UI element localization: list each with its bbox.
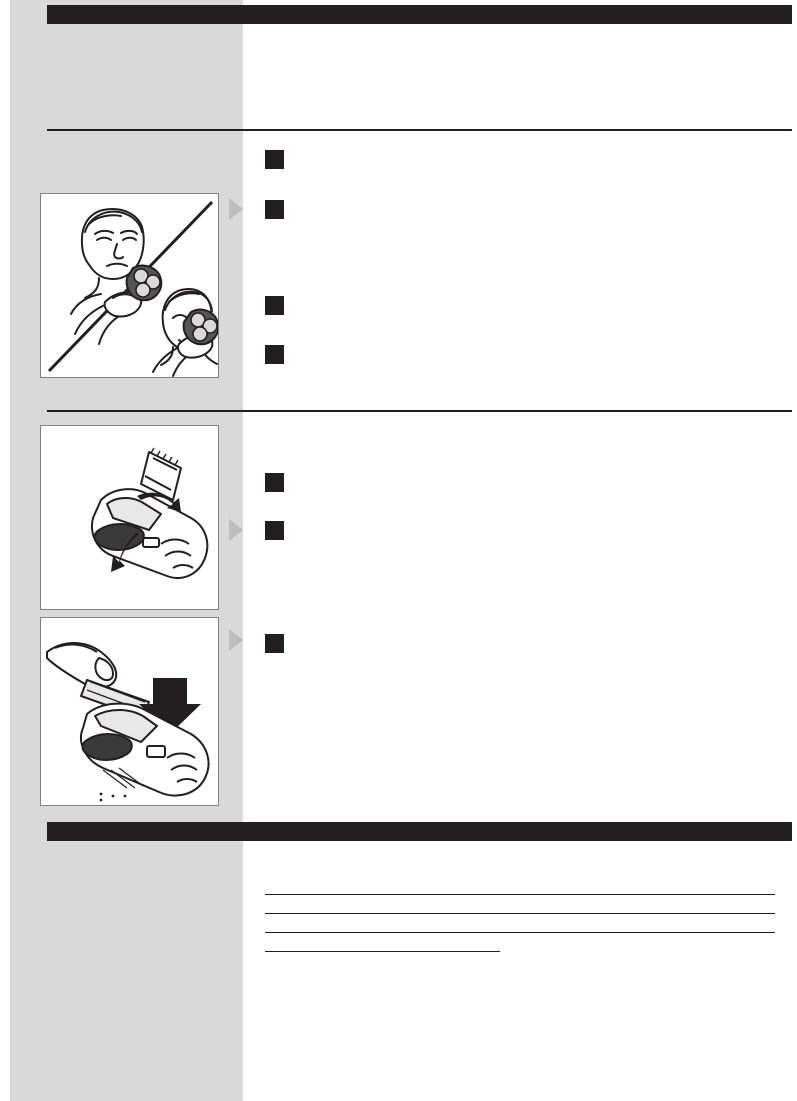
table-row xyxy=(265,914,775,933)
bullet-marker xyxy=(265,296,284,315)
figure-pointer-trimmer-insert xyxy=(229,629,243,651)
table-row xyxy=(265,933,500,952)
table-row xyxy=(265,895,775,914)
section-header-bar-bottom xyxy=(47,822,792,841)
bullet-marker xyxy=(265,345,284,364)
bullet-marker xyxy=(265,473,284,492)
divider-rule-1 xyxy=(47,129,792,131)
specification-table xyxy=(265,876,775,952)
figure-pointer-trimmer-attach xyxy=(229,519,243,541)
bullet-marker xyxy=(265,200,284,219)
trimmer-attach-illustration xyxy=(40,425,219,610)
figure-pointer-shaving xyxy=(229,198,243,220)
table-row xyxy=(265,876,775,895)
bullet-marker xyxy=(265,634,284,653)
trimmer-insert-illustration xyxy=(40,617,219,806)
divider-rule-2 xyxy=(47,410,792,412)
section-header-bar-top xyxy=(47,5,792,24)
shaving-illustration xyxy=(40,193,219,378)
bullet-marker xyxy=(265,150,284,169)
bullet-marker xyxy=(265,521,284,540)
